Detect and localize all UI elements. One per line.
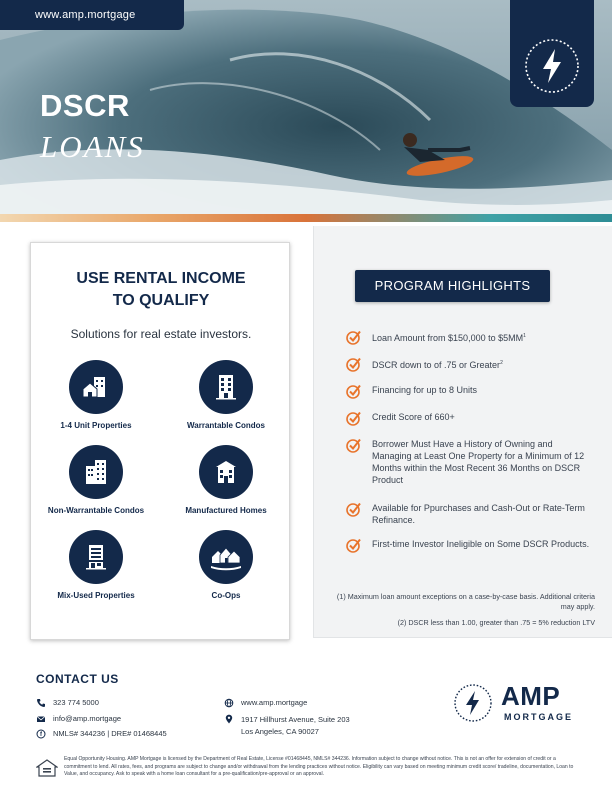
equal-housing-icon — [36, 759, 58, 777]
contact-email[interactable]: info@amp.mortgage — [36, 714, 121, 724]
svg-text:f: f — [40, 732, 42, 739]
feature-1-4-unit-properties — [31, 360, 161, 430]
feature-label: Mix-Used Properties — [57, 591, 135, 600]
rental-income-card — [30, 242, 290, 640]
checkmark-icon — [346, 329, 362, 345]
amp-mortgage-logo — [452, 682, 582, 726]
highlight-item: DSCR down to of .75 or Greater$^2$ — [346, 357, 591, 372]
footnote-1: (1) Maximum loan amount exceptions on a case-by-case basis. Additional criteria may apply. — [336, 592, 595, 611]
checkmark-icon — [346, 383, 362, 399]
globe-icon — [224, 698, 234, 708]
hero-accent-stripe — [0, 214, 612, 222]
email-icon — [36, 714, 46, 724]
feature-warrantable-condos — [161, 360, 291, 430]
highlight-item: Financing for up to 8 Units — [346, 384, 591, 399]
rental-income-heading: USE RENTAL INCOME TO QUALIFY — [76, 270, 246, 309]
feature-label: Co-Ops — [211, 591, 241, 600]
footnote-2: (2) DSCR less than 1.00, greater than .75 = 5% reduction LTV — [397, 618, 595, 627]
houses-icon — [80, 371, 112, 403]
legal-disclaimer: Equal Opportunity Housing. AMP Mortgage is licensed by the Department of Real Estate, License #01468445, NMLS# 344236. Information subject to change without notice. This is not an offer for extension of credit or a commitment to lend. All rates, fees, and programs are subject to change and/or withdrawal from the lending practices without notice. Eligibility can vary based on meeting minimum credit score/ tradeline, documentation, Loan to Value, and occupancy. Ask to speak with a home loan consultant for a pre-qualification/pre-approval or an approval. — [64, 756, 574, 777]
phone-icon — [36, 698, 46, 708]
lightning-bolt-icon — [452, 682, 494, 724]
checkmark-icon — [346, 501, 362, 517]
checkmark-icon — [346, 356, 362, 372]
feature-label: Manufactured Homes — [185, 506, 267, 515]
checkmark-icon — [346, 437, 362, 453]
condo-building-icon — [210, 371, 242, 403]
feature-label: Non-Warrantable Condos — [47, 506, 145, 515]
tall-buildings-icon — [80, 456, 112, 488]
highlight-item: Credit Score of 660+ — [346, 411, 591, 426]
website-url-tab[interactable]: www.amp.mortgage — [0, 0, 184, 30]
location-pin-icon — [224, 714, 234, 724]
feature-manufactured-homes — [161, 445, 291, 515]
contact-address: 1917 Hillhurst Avenue, Suite 203 Los Angeles, CA 90027 — [224, 714, 350, 738]
contact-heading: CONTACT US — [36, 672, 119, 686]
feature-label: 1-4 Unit Properties — [60, 421, 132, 430]
feature-label: Warrantable Condos — [187, 421, 265, 430]
feature-non-warrantable-condos — [31, 445, 161, 515]
highlight-item: Available for Ppurchases and Cash-Out or Rate-Term Refinance. — [346, 502, 591, 526]
brand-name: AMP — [501, 681, 561, 711]
feature-mix-used-properties — [31, 530, 161, 600]
mixed-use-building-icon — [80, 541, 112, 573]
page-title-dscr: DSCR — [40, 88, 130, 123]
highlight-item: Borrower Must Have a History of Owning and Managing at Least One Property for a Minimum of 12 Months within the Most Recent 36 Months on DSCR Product — [346, 438, 591, 486]
highlight-item: Loan Amount from $150,000 to $\$5MM^1$ — [346, 330, 591, 345]
checkmark-icon — [346, 410, 362, 426]
highlight-item: First-time Investor Ineligible on Some DSCR Products. — [346, 538, 591, 553]
contact-licenses: f NMLS# 344236 | DRE# 01468445 — [36, 729, 167, 739]
contact-phone[interactable]: 323 774 5000 — [36, 698, 99, 708]
program-highlights-panel — [313, 226, 612, 638]
manufactured-home-icon — [210, 456, 242, 488]
contact-website[interactable]: www.amp.mortgage — [224, 698, 307, 708]
page-title-loans: LOANS — [40, 129, 145, 164]
license-icon — [36, 729, 46, 739]
checkmark-icon — [346, 537, 362, 553]
brand-subtitle: MORTGAGE — [504, 712, 573, 722]
program-highlights-heading: PROGRAM HIGHLIGHTS — [355, 270, 550, 302]
co-op-houses-icon — [210, 541, 242, 573]
brand-logo-tab — [510, 0, 594, 107]
rental-income-subtitle: Solutions for real estate investors. — [70, 327, 252, 341]
lightning-bolt-icon — [522, 36, 582, 96]
feature-co-ops — [161, 530, 291, 600]
